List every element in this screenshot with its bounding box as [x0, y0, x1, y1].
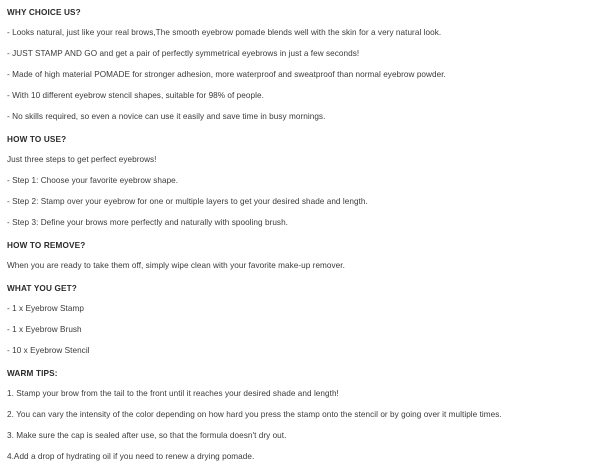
section-how-to-use — [7, 134, 593, 228]
section-why-choice-us — [7, 7, 593, 122]
section-line: - No skills required, so even a novice can use it easily and save time in busy mornings. — [7, 112, 326, 121]
section-line: - Step 2: Stamp over your eyebrow for one or multiple layers to get your desired shade and length. — [7, 197, 368, 206]
section-line: - JUST STAMP AND GO and get a pair of perfectly symmetrical eyebrows in just a few seconds! — [7, 49, 360, 58]
section-line: - 1 x Eyebrow Brush — [7, 325, 82, 334]
section-heading: HOW TO REMOVE? — [7, 241, 86, 250]
section-warm-tips — [7, 368, 593, 462]
section-line: - 1 x Eyebrow Stamp — [7, 304, 84, 313]
section-line: Just three steps to get perfect eyebrows! — [7, 155, 157, 164]
section-line: 4.Add a drop of hydrating oil if you need to renew a drying pomade. — [7, 452, 255, 461]
section-heading: WHY CHOICE US? — [7, 8, 81, 17]
section-line: 3. Make sure the cap is sealed after use, so that the formula doesn't dry out. — [7, 431, 287, 440]
section-line: - Step 3: Define your brows more perfectly and naturally with spooling brush. — [7, 218, 288, 227]
section-line: - 10 x Eyebrow Stencil — [7, 346, 90, 355]
section-line: - Made of high material POMADE for stronger adhesion, more waterproof and sweatproof than normal eyebrow powder. — [7, 70, 446, 79]
section-line: - Looks natural, just like your real brows,The smooth eyebrow pomade blends well with the skin for a very natural look. — [7, 28, 442, 37]
section-what-you-get — [7, 283, 593, 356]
section-line: 1. Stamp your brow from the tail to the front until it reaches your desired shade and length! — [7, 389, 339, 398]
section-line: - With 10 different eyebrow stencil shapes, suitable for 98% of people. — [7, 91, 264, 100]
section-line: - Step 1: Choose your favorite eyebrow shape. — [7, 176, 179, 185]
section-line: When you are ready to take them off, simply wipe clean with your favorite make-up remover. — [7, 261, 345, 270]
section-heading: WARM TIPS: — [7, 369, 58, 378]
section-line: 2. You can vary the intensity of the color depending on how hard you press the stamp onto the stencil or by going over it multiple times. — [7, 410, 502, 419]
section-heading: WHAT YOU GET? — [7, 284, 77, 293]
section-how-to-remove — [7, 240, 593, 271]
section-heading: HOW TO USE? — [7, 135, 67, 144]
